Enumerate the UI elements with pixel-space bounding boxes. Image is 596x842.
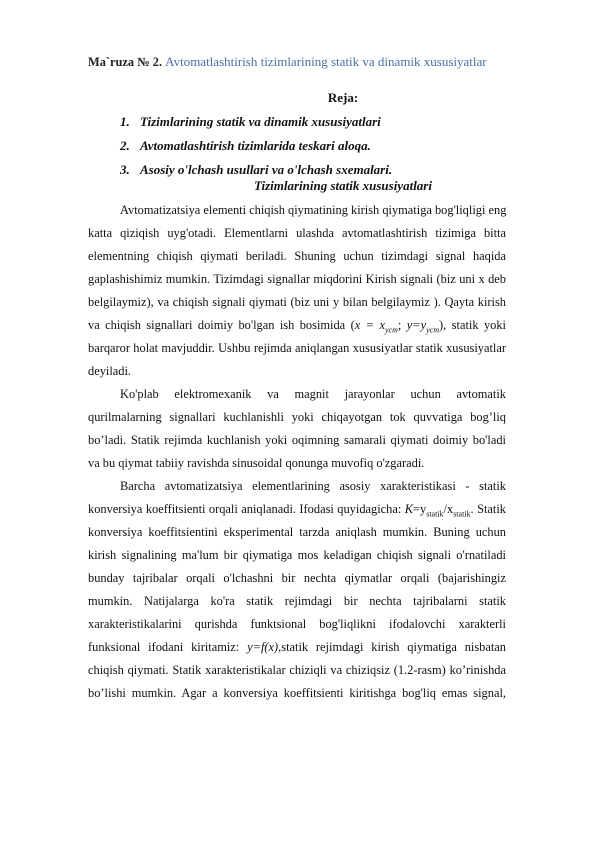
text-span: ; [397, 318, 407, 332]
formula-x: x = x [354, 318, 385, 332]
plan-item-text: Asosiy o'lchash usullari va o'lchash sxemalari. [140, 162, 393, 177]
plan-item [120, 134, 392, 158]
plan-item-number: 3. [120, 162, 130, 177]
text-line: deyiladi. [88, 364, 132, 378]
text-span: konversiya koeffitsienti orqali aniqlanadi. Ifodasi quyidagicha: [88, 502, 405, 516]
text-line: bo’lishi mumkin. Agar a konversiya koeffitsienti kiritishga bog'liq emas signal, [88, 686, 506, 700]
text-line: barqaror holat mavjuddir. Ushbu rejimda aniqlangan xususiyatlar statik xususiyatlar [88, 341, 506, 355]
text-line: Barcha avtomatizatsiya elementlarining asosiy xarakteristikasi - statik [120, 479, 506, 493]
formula-subscript: statik [453, 509, 471, 519]
text-line: Avtomatizatsiya elementi chiqish qiymatining kirish qiymatiga bog'liqligi eng [120, 203, 507, 217]
lecture-number: Ma`ruza № 2. [88, 55, 163, 69]
section-title: Tizimlarining statik xususiyatlari [254, 178, 432, 193]
text-line: konversiya koeffitsientini eksperimental tarzda aniqlash mumkin. Buning uchun [88, 525, 506, 539]
formula-eq: =y [413, 502, 427, 516]
formula-subscript: уст [426, 325, 440, 335]
text-line: bunday tajribalar orqali o'lchashni bir nechta qiymatlar orqali (bajarishingiz [88, 571, 506, 585]
text-line: chiqish qiymati. Statik xarakteristikalar chiziqli va chiziqsiz (1.2-rasm) ko’rinishda [88, 663, 506, 677]
plan-item-text: Avtomatlashtirish tizimlarida teskari aloqa. [140, 138, 371, 153]
body-text [88, 199, 506, 705]
formula-subscript: уст [384, 325, 398, 335]
formula-y: y=y [406, 318, 427, 332]
text-span: statik rejimdagi kirish qiymatiga nisbatan [281, 640, 506, 654]
text-line: qurilmalarning signallari kuchlanishli yoki chiqayotgan tok quvvatiga bog’liq [88, 410, 506, 424]
text-line-formula [88, 314, 506, 337]
text-span: ), statik yoki [439, 318, 506, 332]
formula-fx: y=f(x), [247, 640, 282, 654]
plan-item-number: 1. [120, 114, 130, 129]
text-line: katta qiziqish uyg'otadi. Elementlarni ulashda avtomatlashtirish tizimiga bitta [88, 226, 506, 240]
plan-item-number: 2. [120, 138, 130, 153]
text-span: va chiqish signallari doimiy bo'lgan ish bosimida ( [88, 318, 355, 332]
text-line: kirish signalining ma'lum bir qiymatiga mos keladigan chiqish signali o'rnatiladi [88, 548, 506, 562]
text-line-formula [88, 498, 506, 521]
plan-list [120, 110, 392, 182]
text-span: . Statik [470, 502, 506, 516]
text-line: Ko'plab elektromexanik va magnit jarayonlar uchun avtomatik [120, 387, 506, 401]
plan-item [120, 110, 392, 134]
lecture-title: Avtomatlashtirish tizimlarining statik va dinamik xususiyatlar [165, 54, 487, 69]
text-line: gaplashishimiz mumkin. Tizimdagi signallar miqdorini Kirish signali (biz uni x deb [88, 272, 506, 286]
text-line-formula [88, 636, 506, 659]
formula-subscript: statik [426, 509, 444, 519]
formula-k: K [404, 502, 414, 516]
text-line: elementning chiqish qiymati beriladi. Shuning uchun tizimdagi signal haqida [88, 249, 506, 263]
lecture-header [88, 54, 487, 70]
text-line: va bu qiymat tabiiy ravishda sinusoidal qonunga muvofiq o'zgaradi. [88, 456, 425, 470]
plan-item-text: Tizimlarining statik va dinamik xususiyatlari [140, 114, 381, 129]
text-line: mumkin. Natijalarga ko'ra statik rejimdagi bir nechta tajribalarni statik [88, 594, 506, 608]
plan-heading: Reja: [327, 90, 359, 105]
text-line: bo’ladi. Statik rejimda kuchlanish yoki oqimning samarali qiymati doimiy bo'ladi [88, 433, 506, 447]
formula-slash: /x [443, 502, 454, 516]
text-line: belgilaymiz), va chiqish signali qiymati (biz uni y bilan belgilaymiz ). Qayta kirish [88, 295, 506, 309]
text-span: funksional ifodani kiritamiz: [88, 640, 248, 654]
text-line: xarakteristikalarini qurishda funktsional bog'liqlikni ifodalovchi xarakterli [88, 617, 506, 631]
